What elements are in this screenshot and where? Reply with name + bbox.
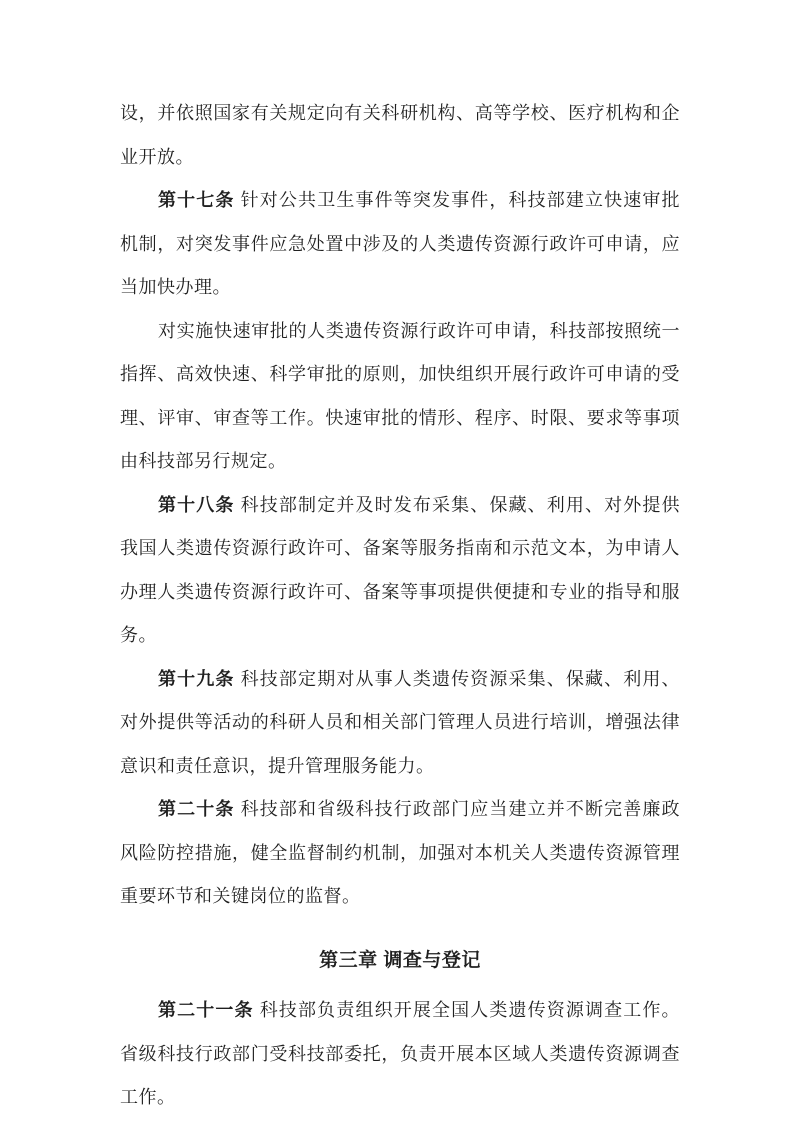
document-body xyxy=(120,92,680,1120)
paragraph: 设，并依照国家有关规定向有关科研机构、高等学校、医疗机构和企业开放。 xyxy=(120,103,680,167)
paragraph: 第二十一条 科技部负责组织开展全国人类遗传资源调查工作。省级科技行政部门受科技部委托，负责开展本区域人类遗传资源调查工作。 xyxy=(120,1000,681,1107)
paragraph: 第十八条 科技部制定并及时发布采集、保藏、利用、对外提供我国人类遗传资源行政许可、备案等服务指南和示范文本，为申请人办理人类遗传资源行政许可、备案等事项提供便捷和专业的指导和服务。 xyxy=(120,494,681,645)
paragraph: 第十七条 针对公共卫生事件等突发事件，科技部建立快速审批机制，对突发事件应急处置中涉及的人类遗传资源行政许可申请，应当加快办理。 xyxy=(120,190,681,297)
paragraph: 第十九条 科技部定期对从事人类遗传资源采集、保藏、利用、对外提供等活动的科研人员和相关部门管理人员进行培训，增强法律意识和责任意识，提升管理服务能力。 xyxy=(120,668,681,776)
chapter-heading: 第三章 调查与登记 xyxy=(319,949,481,971)
article-number: 第十七条 xyxy=(158,190,235,210)
article-number: 第二十一条 xyxy=(158,1000,254,1020)
article-number: 第二十条 xyxy=(158,799,235,819)
paragraph: 对实施快速审批的人类遗传资源行政许可申请，科技部按照统一指挥、高效快速、科学审批的原则，加快组织开展行政许可申请的受理、评审、审查等工作。快速审批的情形、程序、时限、要求等事项由科技部另行规定。 xyxy=(120,320,680,471)
article-number: 第十八条 xyxy=(158,494,235,515)
paragraph: 第二十条 科技部和省级科技行政部门应当建立并不断完善廉政风险防控措施，健全监督制约机制，加强对本机关人类遗传资源管理重要环节和关键岗位的监督。 xyxy=(120,799,681,906)
article-number: 第十九条 xyxy=(158,668,235,689)
